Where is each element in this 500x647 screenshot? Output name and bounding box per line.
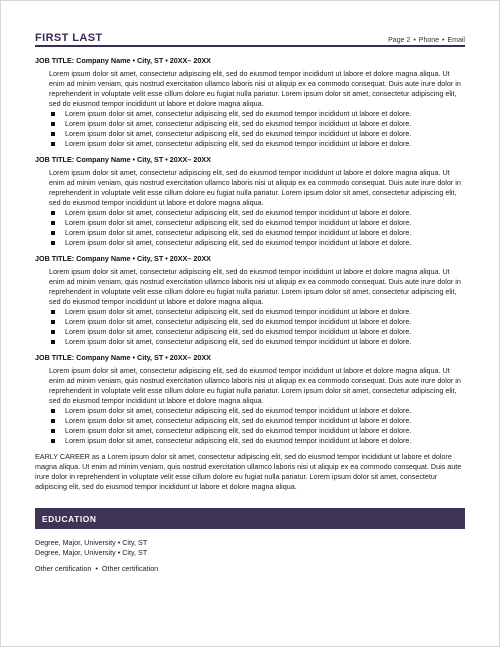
job-bullets (49, 307, 465, 347)
bullet-text: Lorem ipsum dolor sit amet, consectetur adipiscing elit, sed do eiusmod tempor incididunt ut labore et dolore. (65, 416, 412, 425)
job-location: City, ST (137, 155, 164, 164)
square-bullet-icon (51, 330, 55, 334)
experience-section (35, 56, 465, 492)
square-bullet-icon (51, 439, 55, 443)
bullet-item (49, 109, 465, 119)
job-summary: Lorem ipsum dolor sit amet, consectetur adipiscing elit, sed do eiusmod tempor incididunt ut labore et dolore magna aliqua. Ut enim ad minim veniam, quis nostrud exercitation ullamco laboris nisi ut aliquip ex ea commodo consequat. Duis aute irure dolor in reprehenderit in voluptate velit esse cillum dolore eu fugiat nulla pariatur. Lorem ipsum dolor sit amet, consectetur adipiscing elit, sed do eiusmod tempor incididunt ut labore et dolore magna aliqua. (49, 69, 461, 108)
square-bullet-icon (51, 112, 55, 116)
phone-text: Phone (418, 37, 440, 44)
company-name: Company Name (76, 155, 131, 164)
cert-separator: • (95, 564, 98, 573)
email-text: Email (447, 37, 465, 44)
bullet-text: Lorem ipsum dolor sit amet, consectetur adipiscing elit, sed do eiusmod tempor incididunt ut labore et dolore. (65, 109, 412, 118)
bullet-item (49, 327, 465, 337)
early-career-paragraph: EARLY CAREER as a Lorem ipsum dolor sit amet, consectetur adipiscing elit, sed do eiusmod tempor incididunt ut labore et dolore magna aliqua. Ut enim ad minim veniam, quis nostrud exercitation ullamco laboris nisi ut aliquip ex ea commodo consequat. Duis aute irure dolor in reprehenderit in voluptate velit esse cillum dolore eu fugiat nulla pariatur. Lorem ipsum dolor sit amet, consectetur adipiscing elit, sed do eiusmod tempor incididunt ut labore et dolore magna aliqua. (35, 452, 462, 491)
square-bullet-icon (51, 132, 55, 136)
page-header (35, 30, 465, 44)
job-summary: Lorem ipsum dolor sit amet, consectetur adipiscing elit, sed do eiusmod tempor incididunt ut labore et dolore magna aliqua. Ut enim ad minim veniam, quis nostrud exercitation ullamco laboris nisi ut aliquip ex ea commodo consequat. Duis aute irure dolor in reprehenderit in voluptate velit esse cillum dolore eu fugiat nulla pariatur. Lorem ipsum dolor sit amet, consectetur adipiscing elit, sed do eiusmod tempor incididunt ut labore et dolore magna aliqua. (49, 366, 461, 405)
square-bullet-icon (51, 340, 55, 344)
heading-separator: • (132, 353, 135, 362)
heading-separator: • (132, 254, 135, 263)
heading-separator: • (165, 155, 168, 164)
job-dates: 20XX– 20XX (169, 254, 211, 263)
job-bullets (49, 109, 465, 149)
bullet-item (49, 119, 465, 129)
degree-text: Degree, Major, University (35, 548, 116, 557)
square-bullet-icon (51, 419, 55, 423)
job-location: City, ST (137, 56, 164, 65)
degree-separator: • (117, 538, 121, 547)
square-bullet-icon (51, 231, 55, 235)
bullet-text: Lorem ipsum dolor sit amet, consectetur adipiscing elit, sed do eiusmod tempor incididunt ut labore et dolore. (65, 129, 412, 138)
job-title-label: JOB TITLE: (35, 254, 75, 263)
education-section (35, 538, 465, 574)
page-number: Page 2 (388, 37, 411, 44)
square-bullet-icon (51, 122, 55, 126)
heading-separator: • (165, 56, 168, 65)
degree-location: City, ST (122, 538, 148, 547)
bullet-text: Lorem ipsum dolor sit amet, consectetur adipiscing elit, sed do eiusmod tempor incididunt ut labore et dolore. (65, 139, 412, 148)
bullet-item (49, 426, 465, 436)
square-bullet-icon (51, 241, 55, 245)
job-bullets (49, 208, 465, 248)
bullet-text: Lorem ipsum dolor sit amet, consectetur adipiscing elit, sed do eiusmod tempor incididunt ut labore et dolore. (65, 119, 412, 128)
job-heading (35, 56, 465, 66)
certifications-line (35, 564, 465, 574)
heading-separator: • (132, 56, 135, 65)
square-bullet-icon (51, 429, 55, 433)
square-bullet-icon (51, 310, 55, 314)
bullet-item (49, 416, 465, 426)
bullet-text: Lorem ipsum dolor sit amet, consectetur adipiscing elit, sed do eiusmod tempor incididunt ut labore et dolore. (65, 218, 412, 227)
bullet-item (49, 208, 465, 218)
company-name: Company Name (76, 353, 131, 362)
header-divider (35, 45, 465, 47)
job-title-label: JOB TITLE: (35, 353, 75, 362)
job-dates: 20XX– 20XX (169, 155, 211, 164)
company-name: Company Name (76, 56, 131, 65)
certification-text: Other certification (35, 564, 92, 573)
job-summary: Lorem ipsum dolor sit amet, consectetur adipiscing elit, sed do eiusmod tempor incididunt ut labore et dolore magna aliqua. Ut enim ad minim veniam, quis nostrud exercitation ullamco laboris nisi ut aliquip ex ea commodo consequat. Duis aute irure dolor in reprehenderit in voluptate velit esse cillum dolore eu fugiat nulla pariatur. Lorem ipsum dolor sit amet, consectetur adipiscing elit, sed do eiusmod tempor incididunt ut labore et dolore magna aliqua. (49, 267, 461, 306)
job-dates: 20XX– 20XX (169, 56, 211, 65)
bullet-item (49, 436, 465, 446)
bullet-text: Lorem ipsum dolor sit amet, consectetur adipiscing elit, sed do eiusmod tempor incididunt ut labore et dolore. (65, 436, 412, 445)
square-bullet-icon (51, 320, 55, 324)
bullet-text: Lorem ipsum dolor sit amet, consectetur adipiscing elit, sed do eiusmod tempor incididunt ut labore et dolore. (65, 208, 412, 217)
bullet-item (49, 307, 465, 317)
job-entry (35, 155, 465, 248)
square-bullet-icon (51, 221, 55, 225)
job-entry (35, 353, 465, 446)
bullet-text: Lorem ipsum dolor sit amet, consectetur adipiscing elit, sed do eiusmod tempor incididunt ut labore et dolore. (65, 317, 412, 326)
bullet-text: Lorem ipsum dolor sit amet, consectetur adipiscing elit, sed do eiusmod tempor incididunt ut labore et dolore. (65, 238, 412, 247)
heading-separator: • (132, 155, 135, 164)
job-bullets (49, 406, 465, 446)
square-bullet-icon (51, 409, 55, 413)
contact-separator: • (413, 37, 416, 44)
bullet-text: Lorem ipsum dolor sit amet, consectetur adipiscing elit, sed do eiusmod tempor incididunt ut labore et dolore. (65, 327, 412, 336)
degree-separator: • (117, 548, 121, 557)
job-location: City, ST (137, 254, 164, 263)
education-heading: EDUCATION (35, 508, 465, 529)
bullet-item (49, 139, 465, 149)
square-bullet-icon (51, 142, 55, 146)
bullet-item (49, 406, 465, 416)
degree-entry (35, 548, 465, 558)
job-location: City, ST (137, 353, 164, 362)
bullet-text: Lorem ipsum dolor sit amet, consectetur adipiscing elit, sed do eiusmod tempor incididunt ut labore et dolore. (65, 307, 412, 316)
bullet-item (49, 238, 465, 248)
degree-entry (35, 538, 465, 548)
degree-text: Degree, Major, University (35, 538, 116, 547)
bullet-text: Lorem ipsum dolor sit amet, consectetur adipiscing elit, sed do eiusmod tempor incididunt ut labore et dolore. (65, 228, 412, 237)
bullet-item (49, 337, 465, 347)
company-name: Company Name (76, 254, 131, 263)
degree-location: City, ST (122, 548, 148, 557)
square-bullet-icon (51, 211, 55, 215)
contact-separator: • (442, 37, 445, 44)
job-title-label: JOB TITLE: (35, 56, 75, 65)
candidate-name: FIRST LAST (35, 32, 103, 44)
bullet-item (49, 218, 465, 228)
bullet-item (49, 129, 465, 139)
bullet-text: Lorem ipsum dolor sit amet, consectetur adipiscing elit, sed do eiusmod tempor incididunt ut labore et dolore. (65, 406, 412, 415)
certification-text: Other certification (101, 564, 159, 573)
job-dates: 20XX– 20XX (169, 353, 211, 362)
job-summary: Lorem ipsum dolor sit amet, consectetur adipiscing elit, sed do eiusmod tempor incididunt ut labore et dolore magna aliqua. Ut enim ad minim veniam, quis nostrud exercitation ullamco laboris nisi ut aliquip ex ea commodo consequat. Duis aute irure dolor in reprehenderit in voluptate velit esse cillum dolore eu fugiat nulla pariatur. Lorem ipsum dolor sit amet, consectetur adipiscing elit, sed do eiusmod tempor incididunt ut labore et dolore magna aliqua. (49, 168, 461, 207)
heading-separator: • (165, 353, 168, 362)
job-heading (35, 254, 465, 264)
job-entry (35, 254, 465, 347)
contact-line (388, 37, 465, 44)
bullet-item (49, 228, 465, 238)
bullet-text: Lorem ipsum dolor sit amet, consectetur adipiscing elit, sed do eiusmod tempor incididunt ut labore et dolore. (65, 426, 412, 435)
bullet-item (49, 317, 465, 327)
job-heading (35, 353, 465, 363)
job-entry (35, 56, 465, 149)
bullet-text: Lorem ipsum dolor sit amet, consectetur adipiscing elit, sed do eiusmod tempor incididunt ut labore et dolore. (65, 337, 412, 346)
job-heading (35, 155, 465, 165)
job-title-label: JOB TITLE: (35, 155, 75, 164)
heading-separator: • (165, 254, 168, 263)
